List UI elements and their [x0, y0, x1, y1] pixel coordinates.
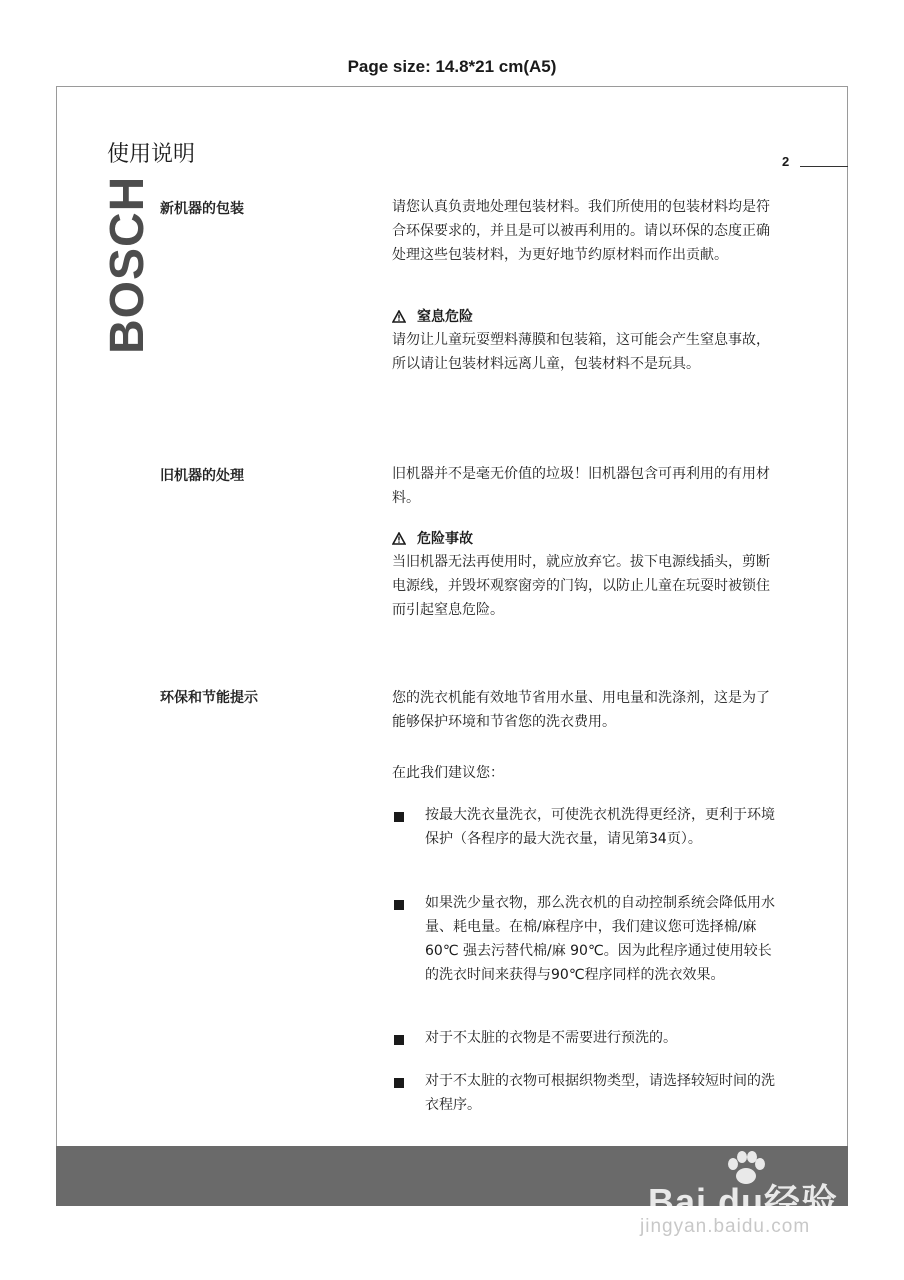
baidu-watermark: [640, 1150, 870, 1250]
packaging-warning-body: 请勿让儿童玩耍塑料薄膜和包装箱，这可能会产生窒息事故，所以请让包装材料远离儿童，包装材料不是玩具。: [392, 332, 770, 372]
packaging-warning-title: 窒息危险: [417, 309, 473, 325]
section-title-eco: 环保和节能提示: [160, 690, 258, 706]
bullet-marker: [394, 900, 404, 910]
eco-bullet-1: 按最大洗衣量洗衣，可使洗衣机洗得更经济，更利于环境保护（各程序的最大洗衣量，请见第34页）。: [425, 807, 775, 847]
warning-triangle-icon: [392, 532, 408, 549]
page-number: 2: [782, 154, 790, 169]
document-title: 使用说明: [107, 142, 196, 167]
eco-bullet-4: 对于不太脏的衣物可根据织物类型，请选择较短时间的洗衣程序。: [425, 1073, 775, 1113]
page-size-label: Page size: 14.8*21 cm(A5): [347, 57, 557, 76]
bosch-logo: BOSCH: [101, 175, 154, 354]
disposal-warning-body: 当旧机器无法再使用时，就应放弃它。拔下电源线插头，剪断电源线，并毁坏观察窗旁的门钩，以防止儿童在玩耍时被锁住而引起窒息危险。: [392, 554, 770, 618]
section-title-disposal: 旧机器的处理: [160, 468, 244, 484]
baidu-url: jingyan.baidu.com: [640, 1216, 811, 1237]
warning-triangle-icon: [392, 310, 408, 327]
disposal-warning-heading: [392, 528, 473, 549]
baidu-logo-text: Bai du经验: [648, 1181, 839, 1222]
eco-bullet-3: 对于不太脏的衣物是不需要进行预洗的。: [425, 1030, 677, 1046]
page-number-rule: [800, 166, 848, 167]
disposal-warning-title: 危险事故: [417, 531, 473, 547]
eco-suggest: 在此我们建议您：: [392, 765, 504, 781]
packaging-warning-heading: [392, 306, 473, 327]
bullet-marker: [394, 1078, 404, 1088]
packaging-body: 请您认真负责地处理包装材料。我们所使用的包装材料均是符合环保要求的，并且是可以被再利用的。请以环保的态度正确处理这些包装材料，为更好地节约原材料而作出贡献。: [392, 199, 770, 263]
section-title-packaging: 新机器的包装: [160, 201, 244, 217]
bullet-marker: [394, 1035, 404, 1045]
eco-bullet-2: 如果洗少量衣物，那么洗衣机的自动控制系统会降低用水量、耗电量。在棉/麻程序中，我们建议您可选择棉/麻 60℃ 强去污替代棉/麻 90℃。因为此程序通过使用较长的洗衣时间来获得与90℃程序同样的洗衣效果。: [425, 895, 775, 983]
disposal-body: 旧机器并不是毫无价值的垃圾！旧机器包含可再利用的有用材料。: [392, 466, 770, 506]
bullet-marker: [394, 812, 404, 822]
eco-intro: 您的洗衣机能有效地节省用水量、用电量和洗涤剂，这是为了能够保护环境和节省您的洗衣费用。: [392, 690, 770, 730]
